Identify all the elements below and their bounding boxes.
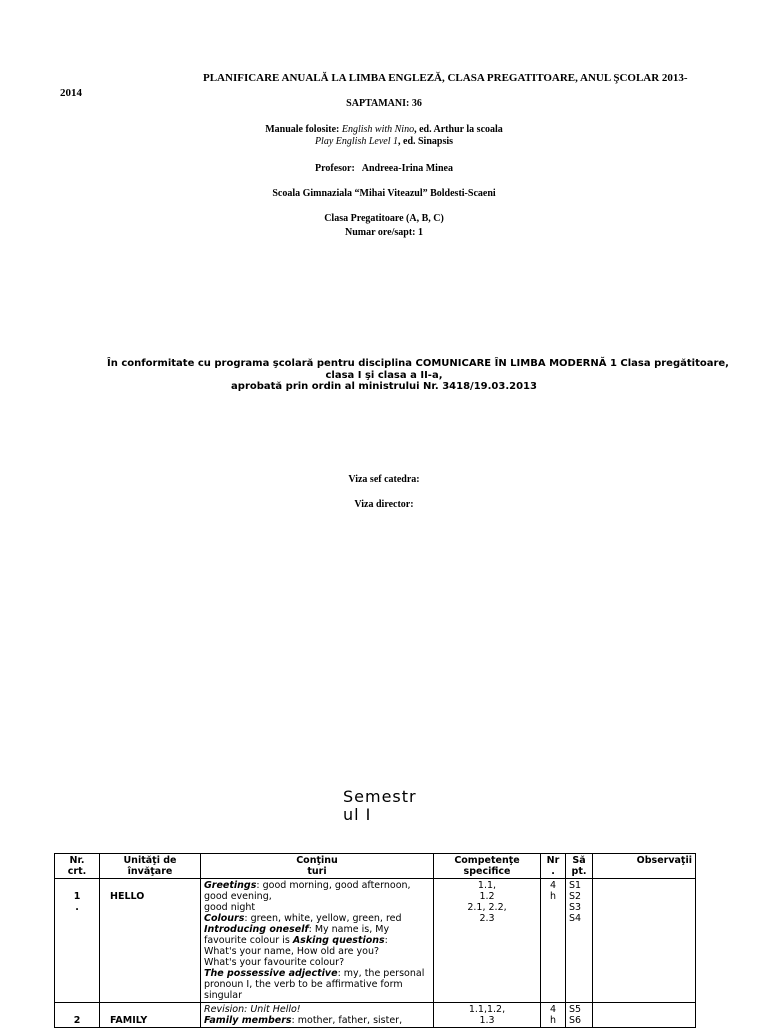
semester-heading-line2: ul I (343, 805, 372, 824)
manual1-title: English with Nino (341, 124, 415, 135)
teacher-label: Profesor: (315, 163, 355, 174)
manual2-title: Play English Level 1 (314, 136, 398, 147)
conformity-line3: aprobată prin ordin al ministrului Nr. 3418/19.03.2013 (231, 381, 537, 392)
director-signature: Viza director: (354, 499, 414, 510)
row2-weeks: S5 S6 (566, 1003, 593, 1028)
row1-observations (593, 879, 696, 1003)
table-header-row (55, 854, 696, 879)
row1-content: Greetings: good morning, good afternoon, good evening, good night Colours: green, white, yellow, green, red Introducing oneself: My name is, My favourite colour is Asking questions: What's your name, How old are you? What's your favourite colour? The possessive adjective: my, the personal pronoun I, the verb to be affirmative form singular (201, 879, 434, 1003)
teacher-line (0, 163, 768, 174)
header-hours: Nr . (541, 854, 566, 879)
row1-competences: 1.1, 1.2 2.1, 2.2, 2.3 (434, 879, 541, 1003)
row1-unit: HELLO (100, 879, 201, 1003)
row2-hours: 4 h (541, 1003, 566, 1028)
head-of-department-signature: Viza sef catedra: (348, 474, 420, 485)
classes-line: Clasa Pregatitoare (A, B, C) (324, 213, 444, 224)
hours-line: Numar ore/sapt: 1 (345, 227, 423, 238)
document-title-line1: PLANIFICARE ANUALĂ LA LIMBA ENGLEZĂ, CLASA PREGATITOARE, ANUL ŞCOLAR 2013- (203, 72, 688, 84)
row2-nr: 2 (55, 1003, 100, 1028)
table-row (55, 879, 696, 1003)
header-nr: Nr. crt. (55, 854, 100, 879)
manuals-line2 (0, 136, 768, 147)
row1-nr: 1 . (55, 879, 100, 1003)
header-units: Unităţi de învăţare (100, 854, 201, 879)
manual1-publisher: , ed. Arthur la scoala (414, 124, 503, 135)
document-title-line2: 2014 (60, 87, 82, 99)
header-observations: Observaţii (593, 854, 696, 879)
header-competences: Competenţe specifice (434, 854, 541, 879)
school-name: Scoala Gimnaziala “Mihai Viteazul” Boldesti-Scaeni (272, 188, 496, 199)
conformity-line2: clasa I şi clasa a II-a, (325, 370, 443, 381)
manuals-line1 (0, 124, 768, 135)
header-content: Conţinu turi (201, 854, 434, 879)
row2-competences: 1.1,1.2, 1.3 (434, 1003, 541, 1028)
row2-unit: FAMILY (100, 1003, 201, 1028)
planning-table (54, 853, 696, 1028)
row2-content: Revision: Unit Hello! Family members: mother, father, sister, (201, 1003, 434, 1028)
semester-heading-line1: Semestr (343, 787, 417, 806)
conformity-line1: În conformitate cu programa şcolară pentru disciplina COMUNICARE ÎN LIMBA MODERNĂ 1 Clasa pregătitoare, (107, 358, 729, 369)
manual2-publisher: , ed. Sinapsis (398, 136, 454, 147)
semester-heading (343, 788, 417, 824)
row1-weeks: S1 S2 S3 S4 (566, 879, 593, 1003)
header-week: Să pt. (566, 854, 593, 879)
row1-hours: 4 h (541, 879, 566, 1003)
teacher-name: Andreea-Irina Minea (361, 163, 453, 174)
weeks-count: SAPTAMANI: 36 (346, 98, 422, 109)
manuals-label: Manuale folosite: (265, 124, 340, 135)
